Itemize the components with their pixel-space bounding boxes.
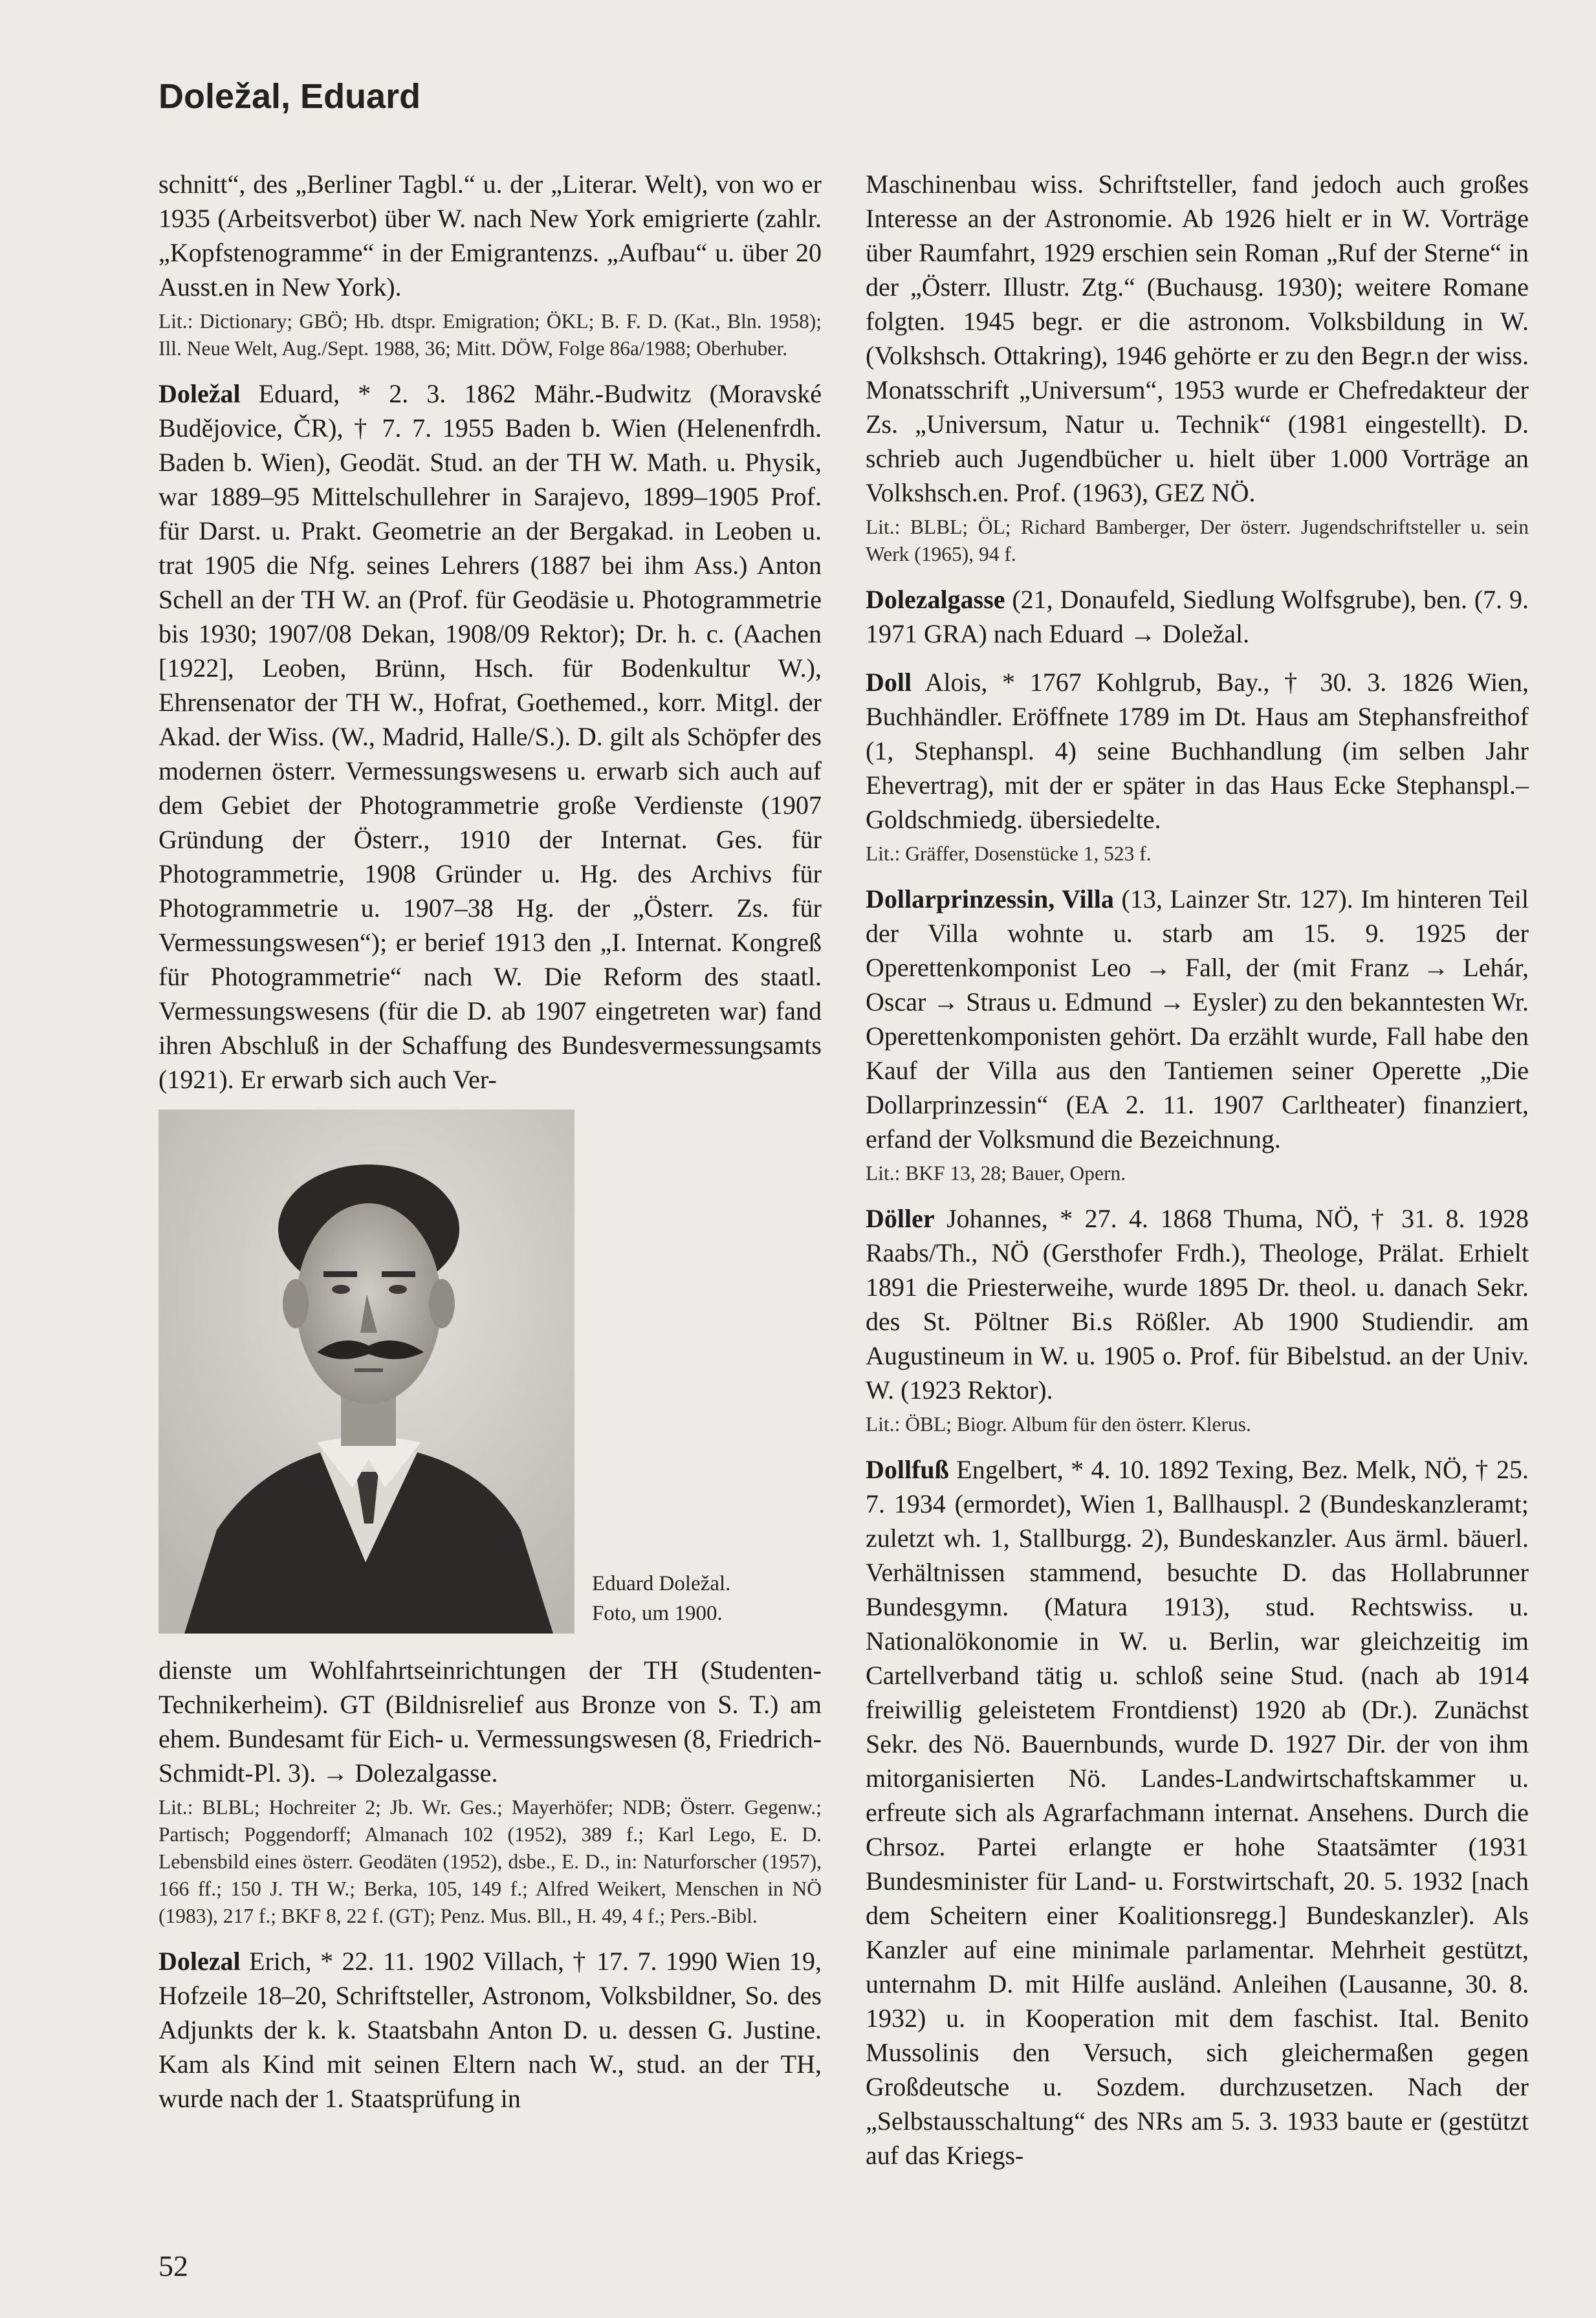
caption-line: Eduard Doležal. — [592, 1572, 731, 1595]
entry-body: Alois, * 1767 Kohlgrub, Bay., † 30. 3. 1826 Wien, Buchhändler. Eröffnete 1789 im Dt. Haus am Stephansfreithof (1, Stephanspl. 4) seine Buchhandlung (im selben Jahr Ehevertrag), mit der er später in das Haus Ecke Stephanspl.–Goldschmiedg. übersiedelte. — [866, 668, 1529, 834]
entry-body: Eduard, * 2. 3. 1862 Mähr.-Budwitz (Moravské Budějovice, ČR), † 7. 7. 1955 Baden b. Wien (Helenenfrdh. Baden b. Wien), Geodät. Stud. an der TH W. Math. u. Physik, war 1889–95 Mittelschullehrer in Sarajevo, 1899–1905 Prof. für Darst. u. Prakt. Geometrie an der Bergakad. in Leoben u. trat 1905 die Nfg. seines Lehrers (1887 bei ihm Ass.) Anton Schell an der TH W. an (Prof. für Geodäsie u. Photogrammetrie bis 1930; 1907/08 Dekan, 1908/09 Rektor); Dr. h. c. (Aachen [1922], Leoben, Brünn, Hsch. für Bodenkultur W.), Ehrensenator der TH W., Hofrat, Goethemed., korr. Mitgl. der Akad. der Wiss. (W., Madrid, Halle/S.). D. gilt als Schöpfer des modernen österr. Vermessungswesens u. erwarb sich auch auf dem Gebiet der Photogrammetrie große Verdienste (1907 Gründung der Österr., 1910 der Internat. Ges. für Photogrammetrie, 1908 Gründer u. Hg. des Archivs für Photogrammetrie u. 1907–38 Hg. der „Österr. Zs. für Vermessungswesen“); er berief 1913 den „I. Internat. Kongreß für Photogrammetrie“ nach W. Die Reform des staatl. Vermessungswesens (für die D. ab 1907 eingetreten war) fand ihren Abschluß in der Schaffung des Bundesvermessungsamts (1921). Er erwarb sich auch Ver- — [159, 379, 822, 1094]
entry-text: schnitt“, des „Berliner Tagbl.“ u. der „Literar. Welt), von wo er 1935 (Arbeitsverbot) über W. nach New York emigrierte (zahlr. „Kopfstenogramme“ in der Emigrantenzs. „Aufbau“ u. über 20 Ausst.en in New York). — [159, 169, 822, 301]
entry-text — [866, 882, 1529, 1156]
entry-text: Maschinenbau wiss. Schriftsteller, fand jedoch auch großes Interesse an der Astronomie. Ab 1926 hielt er in W. Vorträge über Raumfahrt, 1929 erschien sein Roman „Ruf der Sterne“ in der „Österr. Illustr. Ztg.“ (Buchausg. 1930); weitere Romane folgten. 1945 begr. er die astronom. Volksbildung in W. (Volkshsch. Ottakring), 1946 gehörte er zu den Begr.n der wiss. Monatsschrift „Universum“, 1953 wurde er Chefredakteur der Zs. „Universum, Natur u. Technik“ (1981 eingestellt). D. schrieb auch Jugendbücher u. hielt über 1.000 Vorträge an Volkshsch.en. Prof. (1963), GEZ NÖ. — [866, 169, 1529, 507]
entry-text-continued: dienste um Wohlfahrtseinrichtungen der TH (Studenten-Technikerheim). GT (Bildnisrelief aus Bronze von S. T.) am ehem. Bundesamt für Eich- u. Vermessungswesen (8, Friedrich-Schmidt-Pl. 3). → Dolezalgasse. — [159, 1656, 822, 1788]
literature-note: Lit.: Dictionary; GBÖ; Hb. dtspr. Emigration; ÖKL; B. F. D. (Kat., Bln. 1958); Ill. Neue Welt, Aug./Sept. 1988, 36; Mitt. DÖW, Folge 86a/1988; Oberhuber. — [159, 310, 822, 360]
entry-body: (13, Lainzer Str. 127). Im hinteren Teil der Villa wohnte u. starb am 15. 9. 1925 der Operettenkomponist Leo → Fall, der (mit Franz → Lehár, Oscar → Straus u. Edmund → Eysler) zu den bekanntesten Wr. Operettenkomponisten gehört. Da erzählt wurde, Fall habe den Kauf der Villa aus den Tantiemen seiner Operette „Die Dollarprinzessin“ (EA 2. 11. 1907 Carltheater) finanziert, erfand der Volksmund die Bezeichnung. — [866, 884, 1529, 1154]
entry-body: (21, Donaufeld, Siedlung Wolfsgrube), ben. (7. 9. 1971 GRA) nach Eduard → Doležal. — [866, 585, 1529, 648]
entry-text — [866, 582, 1529, 651]
caption-line: Foto, um 1900. — [592, 1602, 723, 1625]
entry-headword: Döller — [866, 1204, 935, 1233]
entry-headword: Dollfuß — [866, 1455, 949, 1484]
entry-text — [159, 1944, 822, 2116]
portrait-photo — [159, 1110, 574, 1634]
entry-dolezalgasse — [866, 582, 1529, 651]
entry-body: Erich, * 22. 11. 1902 Villach, † 17. 7. 1990 Wien 19, Hofzeile 18–20, Schriftsteller, Astronom, Volksbildner, So. des Adjunkts der k. k. Staatsbahn Anton D. u. dessen G. Justine. Kam als Kind mit seinen Eltern nach W., stud. an der TH, wurde nach der 1. Staatsprüfung in — [159, 1947, 822, 2113]
entry-text — [866, 665, 1529, 836]
entry-text — [159, 377, 822, 1097]
literature-note: Lit.: ÖBL; Biogr. Album für den österr. Klerus. — [866, 1413, 1251, 1436]
entry-dollarprinzessin — [866, 882, 1529, 1187]
entry-dolezal-erich-continued — [866, 167, 1529, 568]
entry-headword: Dollarprinzessin, Villa — [866, 884, 1114, 913]
entry-headword: Doll — [866, 668, 912, 697]
entry-dollfuss — [866, 1452, 1529, 2172]
entry-dolezal-erich — [159, 1944, 822, 2116]
entry-continuation — [159, 167, 822, 362]
literature-note: Lit.: Gräffer, Dosenstücke 1, 523 f. — [866, 842, 1152, 865]
entry-body: Engelbert, * 4. 10. 1892 Texing, Bez. Melk, NÖ, † 25. 7. 1934 (ermordet), Wien 1, Ballhauspl. 2 (Bundeskanzleramt; zuletzt wh. 1, Stallburgg. 2), Bundeskanzler. Aus ärml. bäuerl. Verhältnissen stammend, besuchte D. das Hollabrunner Bundesgymn. (Matura 1913), stud. Rechtswiss. u. Nationalökonomie in W. u. Berlin, war gleichzeitig im Cartellverband tätig u. schloß seine Stud. (nach ab 1914 freiwillig geleistetem Frontdienst) 1920 ab (Dr.). Zunächst Sekr. des Nö. Bauernbunds, wurde D. 1927 Dir. der von ihm mitorganisierten Nö. Landes-Landwirtschaftskammer u. erfreute sich als Agrarfachmann internat. Ansehens. Durch die Chrsoz. Partei erlangte er hohe Staatsämter (1931 Bundesminister für Land- u. Forstwirtschaft, 20. 5. 1932 [nach dem Scheitern einer Koalitionsregg.] Bundeskanzler). Als Kanzler auf eine minimale parlamentar. Mehrheit gestützt, unternahm D. mit Hilfe ausländ. Anleihen (Lausanne, 30. 8. 1932) u. in Kooperation mit dem faschist. Ital. Benito Mussolinis den Versuch, sich gleichermaßen gegen Großdeutsche u. Sozdem. durchzusetzen. Nach der „Selbstausschaltung“ des NRs am 5. 3. 1933 baute er (gestützt auf das Kriegs- — [866, 1455, 1529, 2170]
figure-caption — [592, 1569, 730, 1628]
entry-text — [866, 1201, 1529, 1407]
entry-headword: Dolezal — [159, 1947, 241, 1976]
entry-headword: Dolezalgasse — [866, 585, 1005, 614]
right-column — [866, 167, 1529, 2187]
entry-dolezal-eduard — [159, 377, 822, 1930]
portrait-figure — [159, 1110, 822, 1646]
entry-doeller — [866, 1201, 1529, 1438]
entry-headword: Doležal — [159, 379, 241, 408]
left-column — [159, 167, 822, 2130]
page-number: 52 — [159, 2249, 188, 2282]
entry-text — [866, 1452, 1529, 2172]
running-head: Doležal, Eduard — [159, 77, 421, 116]
literature-note: Lit.: BLBL; ÖL; Richard Bamberger, Der österr. Jugendschriftsteller u. sein Werk (1965), 94 f. — [866, 516, 1529, 565]
entry-doll — [866, 665, 1529, 868]
literature-note: Lit.: BKF 13, 28; Bauer, Opern. — [866, 1162, 1126, 1185]
literature-note: Lit.: BLBL; Hochreiter 2; Jb. Wr. Ges.; Mayerhöfer; NDB; Österr. Gegenw.; Partisch; Poggendorff; Almanach 102 (1952), 389 f.; Karl Lego, E. D. Lebensbild eines österr. Geodäten (1952), dsbe., E. D., in: Naturforscher (1957), 166 ff.; 150 J. TH W.; Berka, 105, 149 f.; Alfred Weikert, Menschen in NÖ (1983), 217 f.; BKF 8, 22 f. (GT); Penz. Mus. Bll., H. 49, 4 f.; Pers.-Bibl. — [159, 1796, 822, 1927]
entry-body: Johannes, * 27. 4. 1868 Thuma, NÖ, † 31. 8. 1928 Raabs/Th., NÖ (Gersthofer Frdh.), Theologe, Prälat. Erhielt 1891 die Priesterweihe, wurde 1895 Dr. theol. u. danach Sekr. des St. Pöltner Bi.s Rößler. Ab 1900 Studiendir. am Augustineum in W. u. 1905 o. Prof. für Bibelstud. an der Univ. W. (1923 Rektor). — [866, 1204, 1529, 1405]
